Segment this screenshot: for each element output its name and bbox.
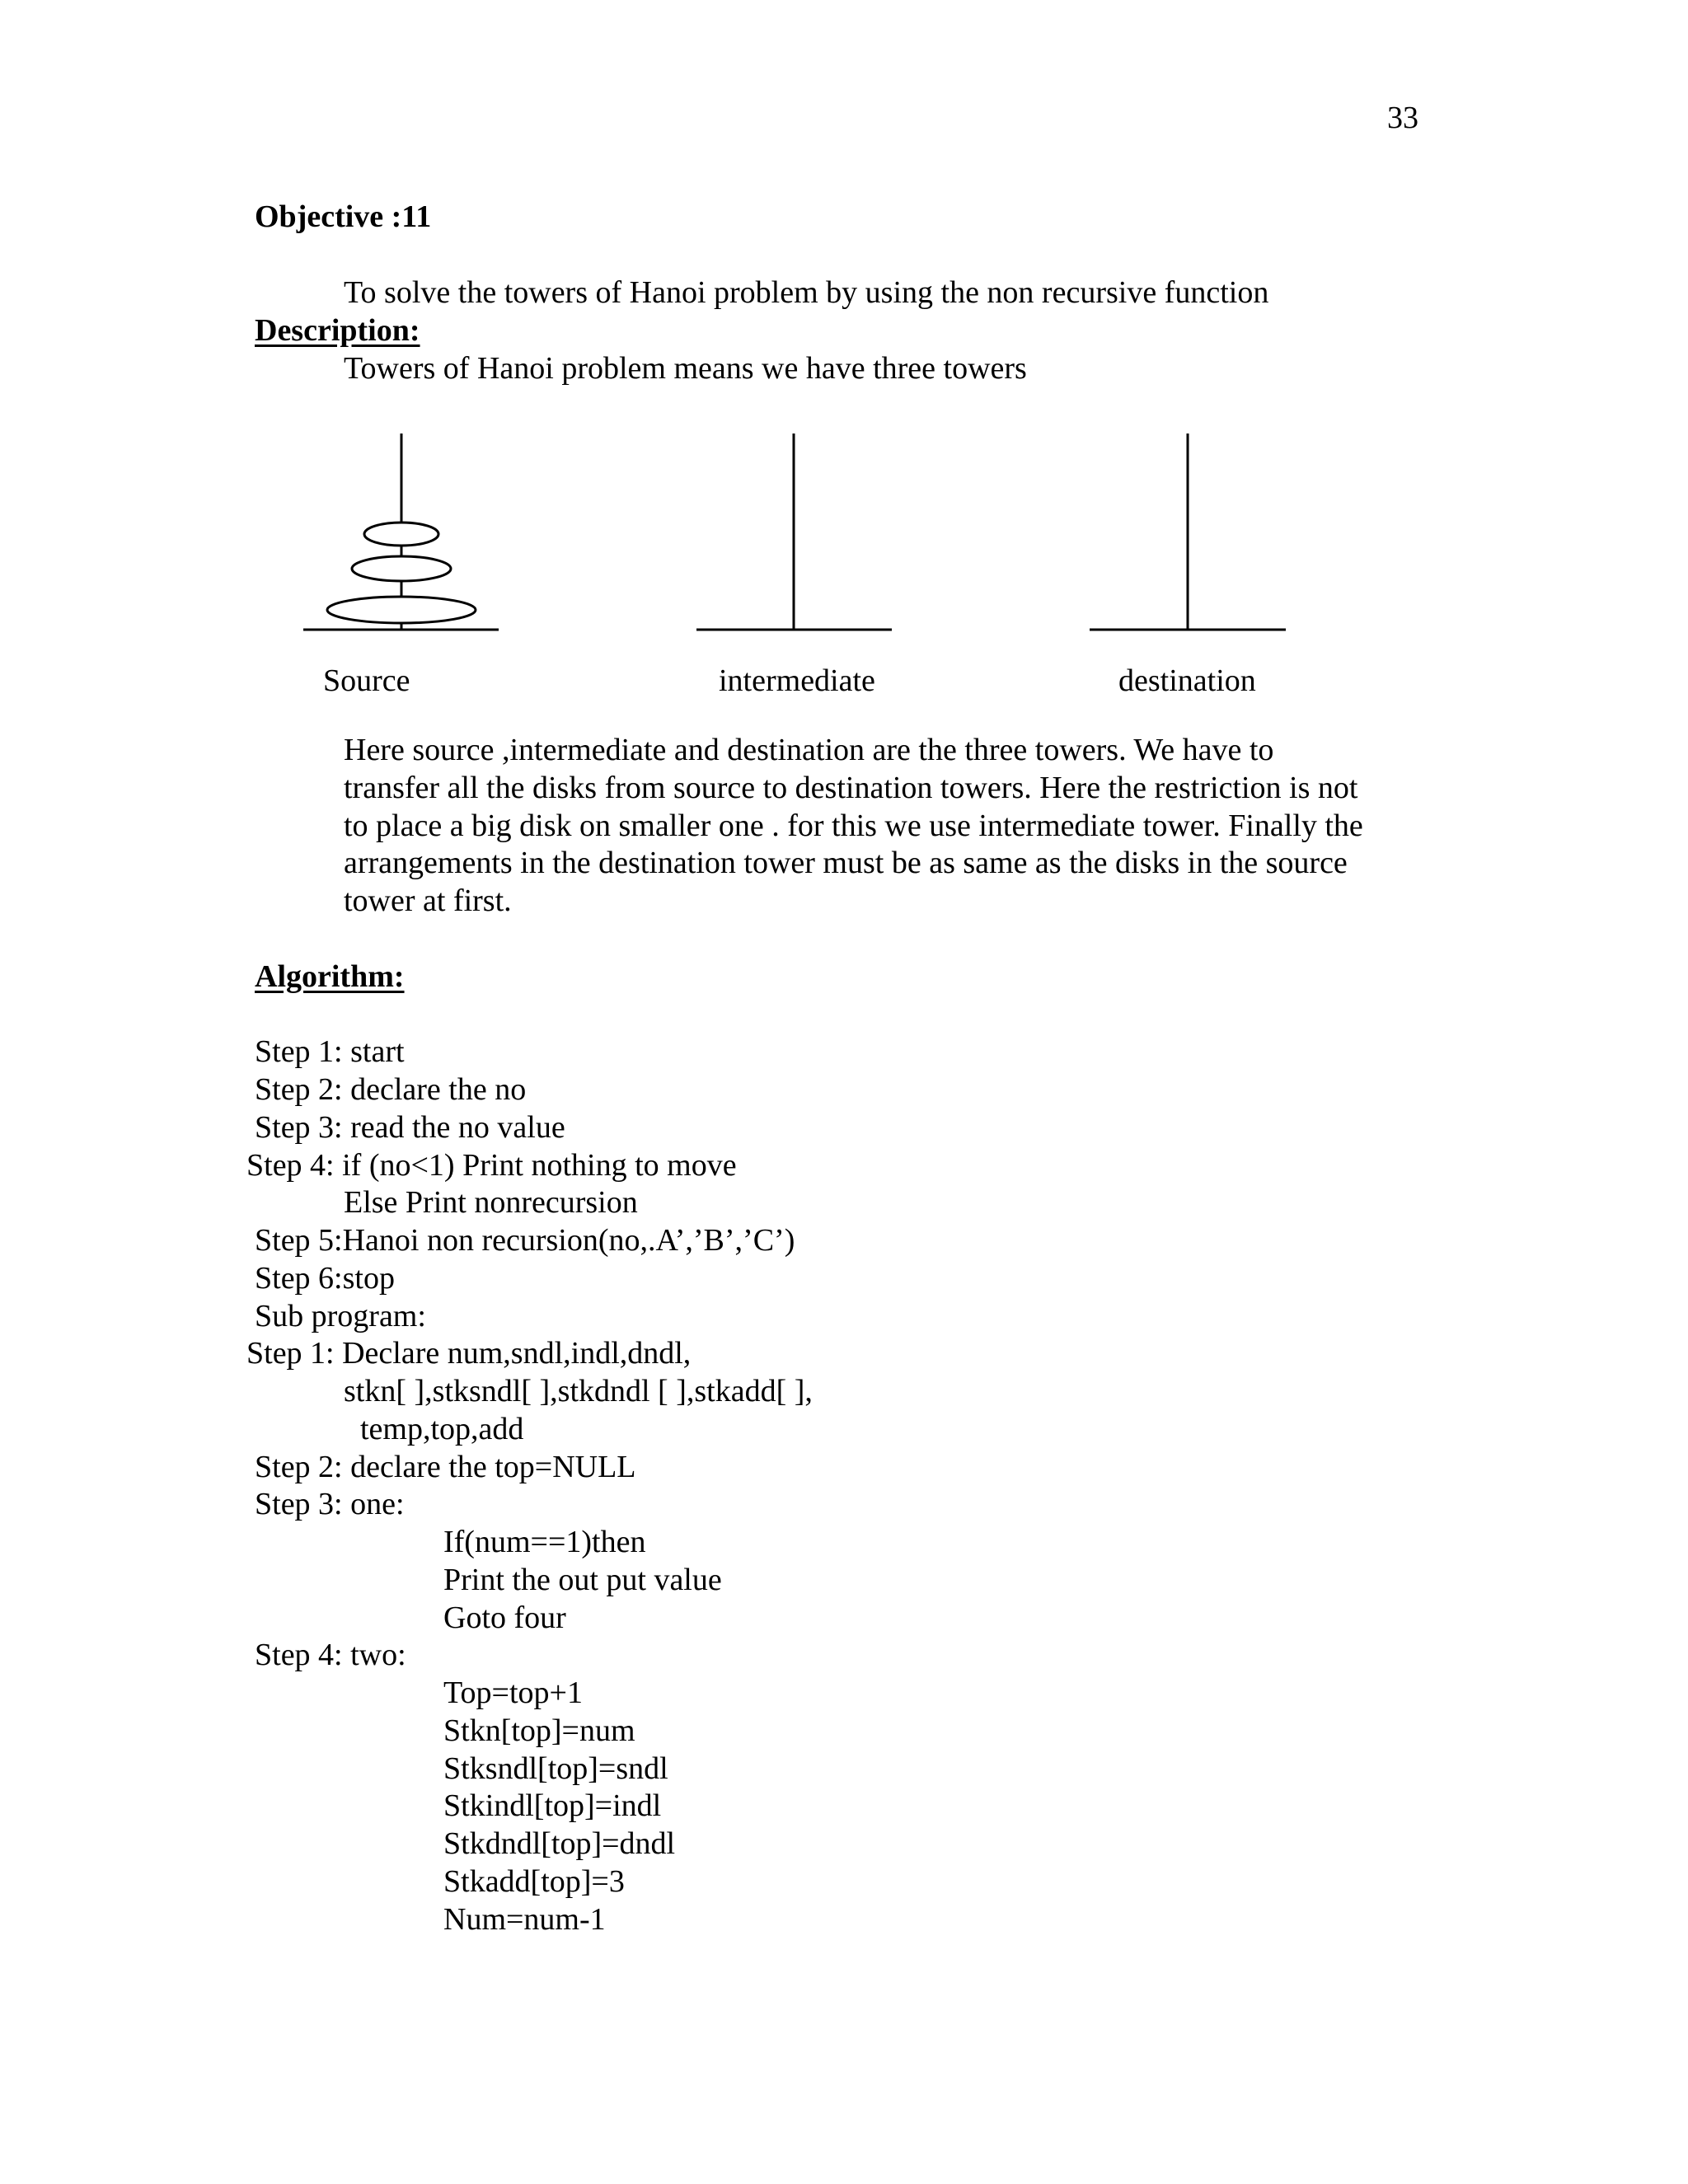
algorithm-line: Stkdndl[top]=dndl: [443, 1826, 676, 1861]
algorithm-line: stkn[ ],stksndl[ ],stkdndl [ ],stkadd[ ],: [344, 1374, 813, 1408]
tower-label-destination: destination: [1118, 663, 1256, 698]
algorithm-line: Step 4: if (no<1) Print nothing to move: [246, 1148, 737, 1183]
page-number: 33: [1387, 101, 1418, 135]
explanation-line: arrangements in the destination tower must be as same as the disks in the source: [344, 846, 1348, 880]
algorithm-line: Goto four: [443, 1601, 566, 1635]
algorithm-line: Step 4: two:: [255, 1638, 406, 1672]
algorithm-line: Print the out put value: [443, 1563, 722, 1597]
explanation-line: Here source ,intermediate and destination are the three towers. We have to: [344, 733, 1274, 767]
algorithm-line: Step 2: declare the top=NULL: [255, 1450, 636, 1484]
algorithm-line: Else Print nonrecursion: [344, 1185, 638, 1220]
algorithm-line: Stkindl[top]=indl: [443, 1788, 662, 1823]
description-intro: Towers of Hanoi problem means we have three towers: [344, 351, 1027, 386]
algorithm-line: Num=num-1: [443, 1902, 606, 1937]
algorithm-line: Step 2: declare the no: [255, 1072, 527, 1107]
algorithm-heading: Algorithm:: [255, 959, 405, 994]
algorithm-line: Top=top+1: [443, 1675, 583, 1710]
algorithm-line: Step 6:stop: [255, 1261, 395, 1296]
source-disk-small: [364, 523, 438, 546]
algorithm-line: Stkn[top]=num: [443, 1713, 635, 1748]
tower-label-intermediate: intermediate: [719, 663, 875, 698]
explanation-line: tower at first.: [344, 883, 512, 918]
algorithm-line: Sub program:: [255, 1299, 426, 1333]
algorithm-line: Stksndl[top]=sndl: [443, 1751, 668, 1786]
algorithm-line: If(num==1)then: [443, 1525, 646, 1559]
algorithm-line: Step 3: read the no value: [255, 1110, 565, 1145]
explanation-line: to place a big disk on smaller one . for this we use intermediate tower. Finally the: [344, 808, 1363, 843]
algorithm-line: Step 1: start: [255, 1034, 405, 1069]
objective-text: To solve the towers of Hanoi problem by using the non recursive function: [344, 275, 1269, 310]
tower-label-source: Source: [323, 663, 410, 698]
source-disk-large: [327, 597, 476, 623]
objective-heading: Objective :11: [255, 199, 432, 234]
algorithm-line: Step 1: Declare num,sndl,indl,dndl,: [246, 1336, 692, 1371]
algorithm-line: Step 3: one:: [255, 1487, 405, 1521]
algorithm-line: temp,top,add: [360, 1412, 524, 1446]
algorithm-line: Stkadd[top]=3: [443, 1864, 625, 1899]
source-disk-medium: [352, 556, 451, 581]
towers-of-hanoi-diagram: [0, 0, 1688, 725]
explanation-line: transfer all the disks from source to destination towers. Here the restriction is not: [344, 771, 1358, 805]
algorithm-line: Step 5:Hanoi non recursion(no,.A’,’B’,’C’): [255, 1223, 795, 1258]
description-heading: Description:: [255, 313, 420, 348]
